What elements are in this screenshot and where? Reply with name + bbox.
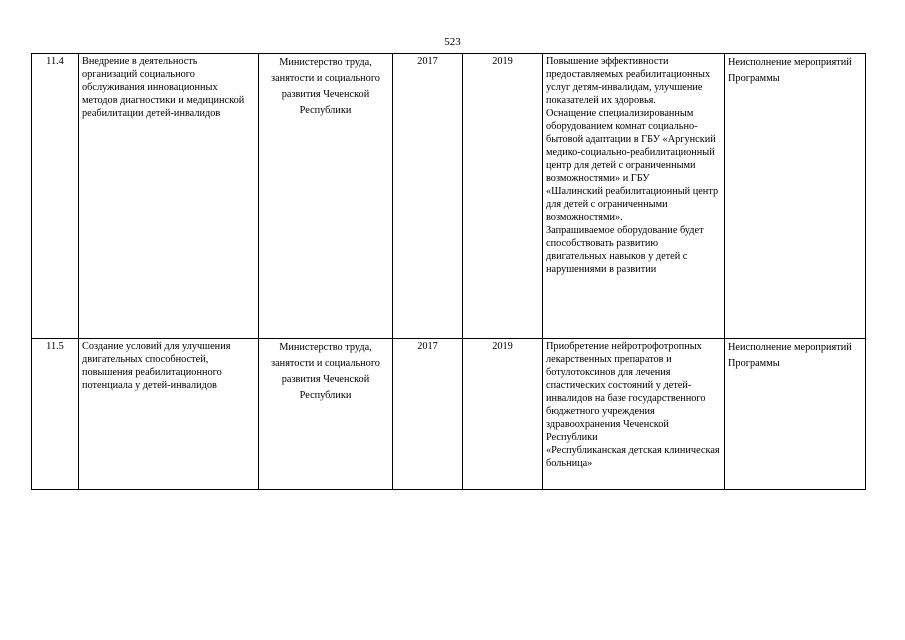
activity-start-year: 2017 [393,339,463,490]
activity-executor: Министерство труда, занятости и социального развития Чеченской Республики [259,54,393,339]
result-paragraph: «Шалинский реабилитационный центр для детей с ограниченными возможностями». [546,186,719,223]
activity-executor: Министерство труда, занятости и социального развития Чеченской Республики [259,339,393,490]
page-number: 523 [444,36,461,48]
program-activities-table [31,53,866,490]
activity-number: 11.4 [32,54,79,339]
activity-number: 11.5 [32,339,79,490]
activity-start-year: 2017 [393,54,463,339]
result-paragraph: Приобретение нейротрофотропных лекарственных препаратов и ботулотоксинов для лечения спастических состояний у детей-инвалидов на базе государственного бюджетного учреждения здравоохранения Чеченской Республики [546,341,706,443]
activity-name: Внедрение в деятельность организаций социального обслуживания инновационных методов диагностики и медицинской реабилитации детей-инвалидов [79,54,259,339]
table-row [32,339,866,490]
result-paragraph: «Республиканская детская клиническая больница» [546,445,720,469]
activity-expected-result [543,339,725,490]
activity-end-year: 2019 [463,54,543,339]
activity-consequence: Неисполнение мероприятий Программы [725,339,866,490]
table-row [32,54,866,339]
result-paragraph: Оснащение специализированным оборудованием комнат социально-бытовой адаптации в ГБУ «Аргунский медико-социально-реабилитационный центр для детей с ограниченными возможностями» и ГБУ [546,108,716,184]
activity-name: Создание условий для улучшения двигательных способностей, повышения реабилитационного потенциала у детей-инвалидов [79,339,259,490]
result-paragraph: Запрашиваемое оборудование будет способствовать развитию двигательных навыков у детей с нарушениями в развитии [546,225,704,275]
activity-expected-result [543,54,725,339]
activity-end-year: 2019 [463,339,543,490]
activity-consequence: Неисполнение мероприятий Программы [725,54,866,339]
result-paragraph: Повышение эффективности предоставляемых реабилитационных услуг детям-инвалидам, улучшение показателей их здоровья. [546,56,711,106]
